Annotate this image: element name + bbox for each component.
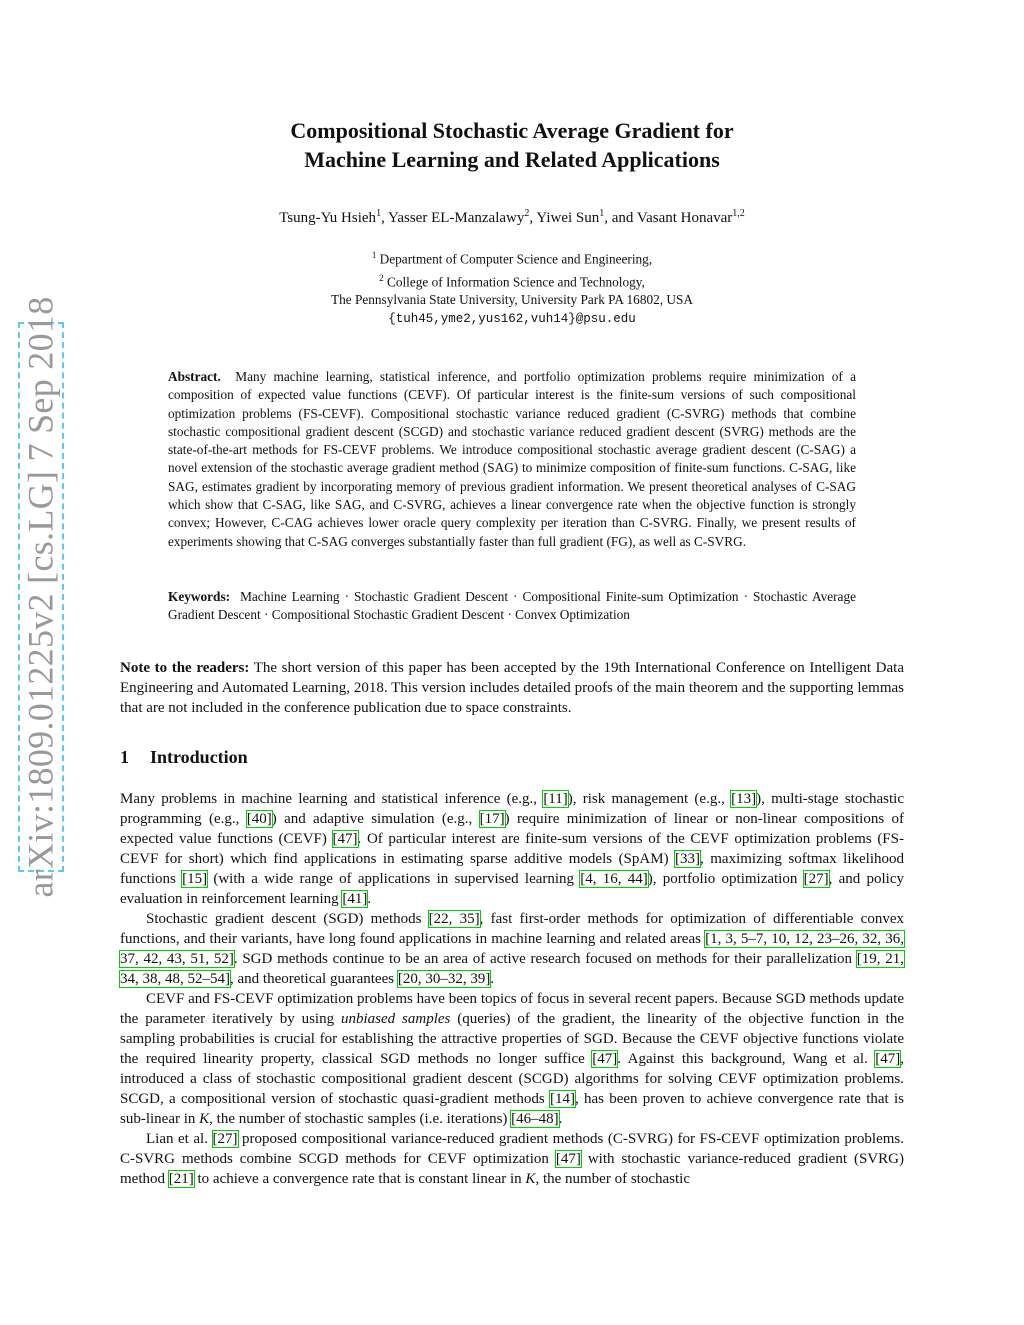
note-label: Note to the readers: [120, 660, 250, 676]
author-4-affil: 1,2 [732, 208, 745, 219]
citation-link[interactable]: [13] [731, 791, 757, 807]
citation-link[interactable]: [20, 30–32, 39] [397, 971, 491, 987]
author-3-affil: 1 [599, 208, 605, 219]
text-run: , maximizing softmax likelihood functions [120, 851, 905, 887]
keywords [168, 588, 856, 625]
citation-link[interactable]: [27] [212, 1131, 238, 1147]
citation-link[interactable]: [47] [332, 831, 358, 847]
text-run: ), multi-stage stochastic programming (e.g., [120, 791, 904, 827]
text-run: ), portfolio optimization [647, 871, 804, 887]
section-heading [120, 747, 248, 768]
text-run: , the number of stochastic [535, 1171, 690, 1187]
paragraph-1 [120, 789, 904, 909]
author-conjunction: , and [604, 210, 637, 226]
affil-line-3: The Pennsylvania State University, University Park PA 16802, USA [330, 292, 694, 308]
citation-link[interactable]: [27] [803, 871, 829, 887]
paragraph-3 [120, 989, 904, 1129]
text-run: Stochastic gradient descent (SGD) methods [146, 911, 429, 927]
citation-link[interactable]: [47] [875, 1051, 901, 1067]
affil-2-marker: 2 [379, 272, 384, 283]
text-run: . [367, 891, 372, 907]
citation-link[interactable]: [15] [182, 871, 208, 887]
citation-link[interactable]: [22, 35] [428, 911, 480, 927]
author-3: Yiwei Sun [536, 210, 600, 226]
note-text: The short version of this paper has been accepted by the 19th International Conference on Intelligent Data Engineering and Automated Learning, 2018. This version includes detailed proofs of the main theorem and the supporting lemmas that are not included in the conference publication due to space constraints. [120, 660, 904, 716]
title-line-1: Compositional Stochastic Average Gradient for [290, 118, 734, 143]
affil-line-1: Department of Computer Science and Engineering, [379, 251, 653, 267]
author-2: Yasser EL-Manzalawy [388, 210, 525, 226]
citation-link[interactable]: [46–48] [511, 1111, 559, 1127]
citation-link[interactable]: [41] [342, 891, 368, 907]
text-run: (queries) of the gradient, the linearity of the objective function in the sampling probabilities is crucial for establishing the attractive properties of SGD. Because the CEVF objective functions violate the required linearity property, classical SGD methods no longer suffice [120, 1011, 904, 1067]
text-run: ) and adaptive simulation (e.g., [271, 811, 480, 827]
text-run: . [490, 971, 495, 987]
citation-link[interactable]: [33] [675, 851, 701, 867]
text-run: . [558, 1111, 563, 1127]
text-run: , has been proven to achieve convergence rate that is sub-linear in [120, 1091, 904, 1127]
text-run: , fast first-order methods for optimization of differentiable convex functions, and their variants, have long found applications in machine learning and related areas [120, 911, 904, 947]
text-run: . SGD methods continue to be an area of active research focused on methods for their parallelization [233, 951, 857, 967]
paragraph-4 [120, 1129, 904, 1189]
citation-link[interactable]: [14] [549, 1091, 575, 1107]
citation-link[interactable]: [17] [479, 811, 505, 827]
text-run: , and policy evaluation in reinforcement learning [120, 871, 905, 907]
paper-title [0, 116, 1024, 174]
author-1-affil: 1 [376, 208, 382, 219]
citation-link[interactable]: [21] [168, 1171, 194, 1187]
text-run: , and theoretical guarantees [230, 971, 398, 987]
citation-link[interactable]: [19, 21, 34, 38, 48, 52–54] [120, 951, 904, 987]
text-run: . Of particular interest are finite-sum versions of the CEVF optimization problems (FS-CEVF for short) which find applications in estimating sparse additive models (SpAM) [120, 831, 904, 867]
text-run: Many problems in machine learning and statistical inference (e.g., [120, 791, 544, 807]
arxiv-watermark [18, 296, 64, 898]
text-run: to achieve a convergence rate that is constant linear in [193, 1171, 526, 1187]
paragraph-2 [120, 909, 904, 989]
citation-link[interactable]: [4, 16, 44] [580, 871, 648, 887]
citation-link[interactable]: [47] [555, 1151, 581, 1167]
text-run: , the number of stochastic samples (i.e. iterations) [209, 1111, 512, 1127]
citation-link[interactable]: [47] [592, 1051, 618, 1067]
abstract-text: Many machine learning, statistical inference, and portfolio optimization problems require minimization of a composition of expected value functions (CEVF). Of particular interest is the finite-sum versions of such compositional optimization problems (FS-CEVF). Compositional stochastic variance reduced gradient (C-SVRG) methods that combine stochastic compositional gradient descent (SCGD) and stochastic variance reduced gradient descent (SVRG) methods are the state-of-the-art methods for FS-CEVF problems. We introduce compositional stochastic average gradient descent (C-SAG) a novel extension of the stochastic average gradient method (SAG) to minimize composition of finite-sum functions. C-SAG, like SAG, estimates gradient by incorporating memory of previous gradient information. We present theoretical analyses of C-SAG which show that C-SAG, like SAG, and C-SVRG, achieves a linear convergence rate when the objective function is strongly convex; However, C-CAG achieves lower oracle query complexity per iteration than C-SVRG. Finally, we present results of experiments showing that C-SAG converges substantially faster than full gradient (FG), as well as C-SVRG. [168, 369, 856, 549]
text-run: proposed compositional variance-reduced gradient methods (C-SVRG) for FS-CEVF optimization problems. C-SVRG methods combine SCGD methods for CEVF optimization [120, 1131, 904, 1167]
note-to-readers [120, 658, 904, 718]
section-title: Introduction [150, 747, 248, 767]
math-symbol: K [199, 1111, 210, 1127]
math-symbol: K [525, 1171, 536, 1187]
author-2-affil: 2 [524, 208, 530, 219]
text-run: Lian et al. [146, 1131, 213, 1147]
text-run: with stochastic variance-reduced gradient (SVRG) method [120, 1151, 904, 1187]
keywords-label: Keywords: [168, 589, 231, 604]
author-1: Tsung-Yu Hsieh [279, 210, 377, 226]
author-emails: {tuh45,yme2,yus162,vuh14}@psu.edu [388, 311, 636, 326]
text-run: ) require minimization of linear or non-linear compositions of expected value functions (CEVF) [120, 811, 905, 847]
abstract [168, 368, 856, 551]
author-list: Tsung-Yu Hsieh$^1$, Yasser EL-Manzalawy$^2$, Yiwei Sun$^1$, and Vasant Honavar$^{1,2}$ [279, 208, 745, 226]
text-run: CEVF and FS-CEVF optimization problems have been topics of focus in several recent papers. Because SGD methods update the parameter iteratively by using [120, 991, 904, 1027]
citation-link[interactable]: [40] [246, 811, 272, 827]
affil-line-2: College of Information Science and Technology, [386, 274, 645, 290]
text-run: ), risk management (e.g., [567, 791, 732, 807]
title-line-2: Machine Learning and Related Applications [304, 147, 720, 172]
text-run: (with a wide range of applications in supervised learning [207, 871, 581, 887]
keywords-text: Machine Learning · Stochastic Gradient Descent · Compositional Finite-sum Optimization · Stochastic Average Gradient Descent · Compositional Stochastic Gradient Descent · Convex Optimization [168, 589, 856, 623]
emphasis: unbiased samples [340, 1011, 451, 1027]
abstract-label: Abstract. [168, 369, 221, 384]
text-run: . Against this background, Wang et al. [617, 1051, 876, 1067]
section-number: 1 [120, 747, 129, 767]
citation-link[interactable]: [11] [543, 791, 568, 807]
citation-link[interactable]: [1, 3, 5–7, 10, 12, 23–26, 32, 36, 37, 42, 43, 51, 52] [120, 931, 904, 967]
affil-1-marker: 1 [371, 250, 377, 260]
text-run: , introduced a class of stochastic compositional gradient descent (SCGD) algorithms for solving CEVF optimization problems. SCGD, a compositional version of stochastic quasi-gradient methods [120, 1051, 904, 1107]
intro-body [120, 789, 904, 1189]
affiliations [0, 246, 1024, 328]
author-4: Vasant Honavar [636, 210, 733, 226]
arxiv-id: arXiv:1809.01225v2 [cs.LG] 7 Sep 2018 [21, 296, 61, 898]
